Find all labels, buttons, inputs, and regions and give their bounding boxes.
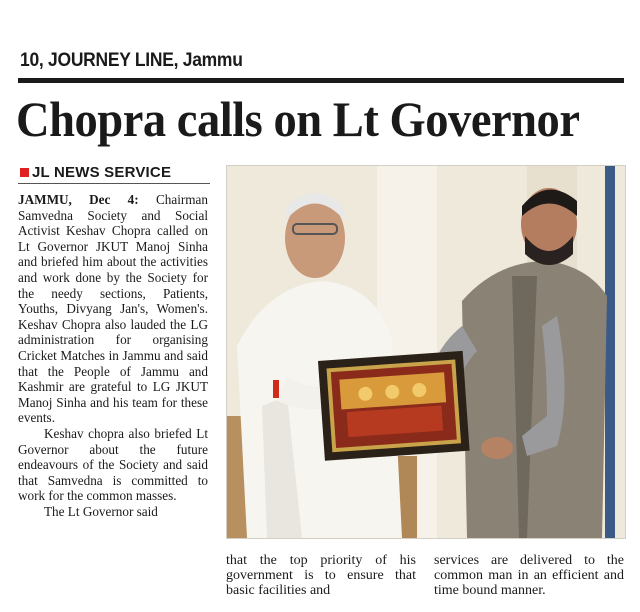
article-column-2	[226, 553, 416, 598]
paragraph-1	[18, 192, 208, 426]
article-column-3	[434, 553, 624, 598]
headline: Chopra calls on Lt Governor	[16, 91, 580, 147]
paragraph-2: Keshav chopra also briefed Lt Governor about the future endeavours of the Society and said that Samvedna is committed to work for the common masses.	[18, 425, 208, 504]
article-column-1	[18, 192, 208, 519]
paragraph-3: The Lt Governor said	[44, 503, 158, 519]
page-header: 10, JOURNEY LINE, Jammu	[20, 50, 243, 71]
column-3-text: services are delivered to the common man in an efficient and time bound manner.	[434, 553, 624, 598]
paragraph-1-text: Chairman Samvedna Society and Social Activist Keshav Chopra called on Lt Governor JKUT Manoj Sinha and briefed him about the activities and work done by the Society for the needy sections, Patients, Youths, Divyang Jan's, Women's. Keshav Chopra also lauded the LG administration for organising Cricket Matches in Jammu and said that the People of Jammu and Kashmir are grateful to LG JKUT Manoj Sinha and his team for these events.	[18, 192, 208, 426]
header-rule	[18, 78, 624, 83]
service-tag	[20, 164, 171, 181]
service-rule	[18, 183, 210, 184]
photo-illustration	[227, 166, 625, 538]
dateline: JAMMU, Dec 4:	[18, 192, 139, 207]
red-square-icon	[20, 168, 29, 177]
service-label: JL NEWS SERVICE	[32, 164, 172, 181]
column-2-text: that the top priority of his government is to ensure that basic facilities and	[226, 553, 416, 598]
news-photo	[226, 165, 626, 539]
